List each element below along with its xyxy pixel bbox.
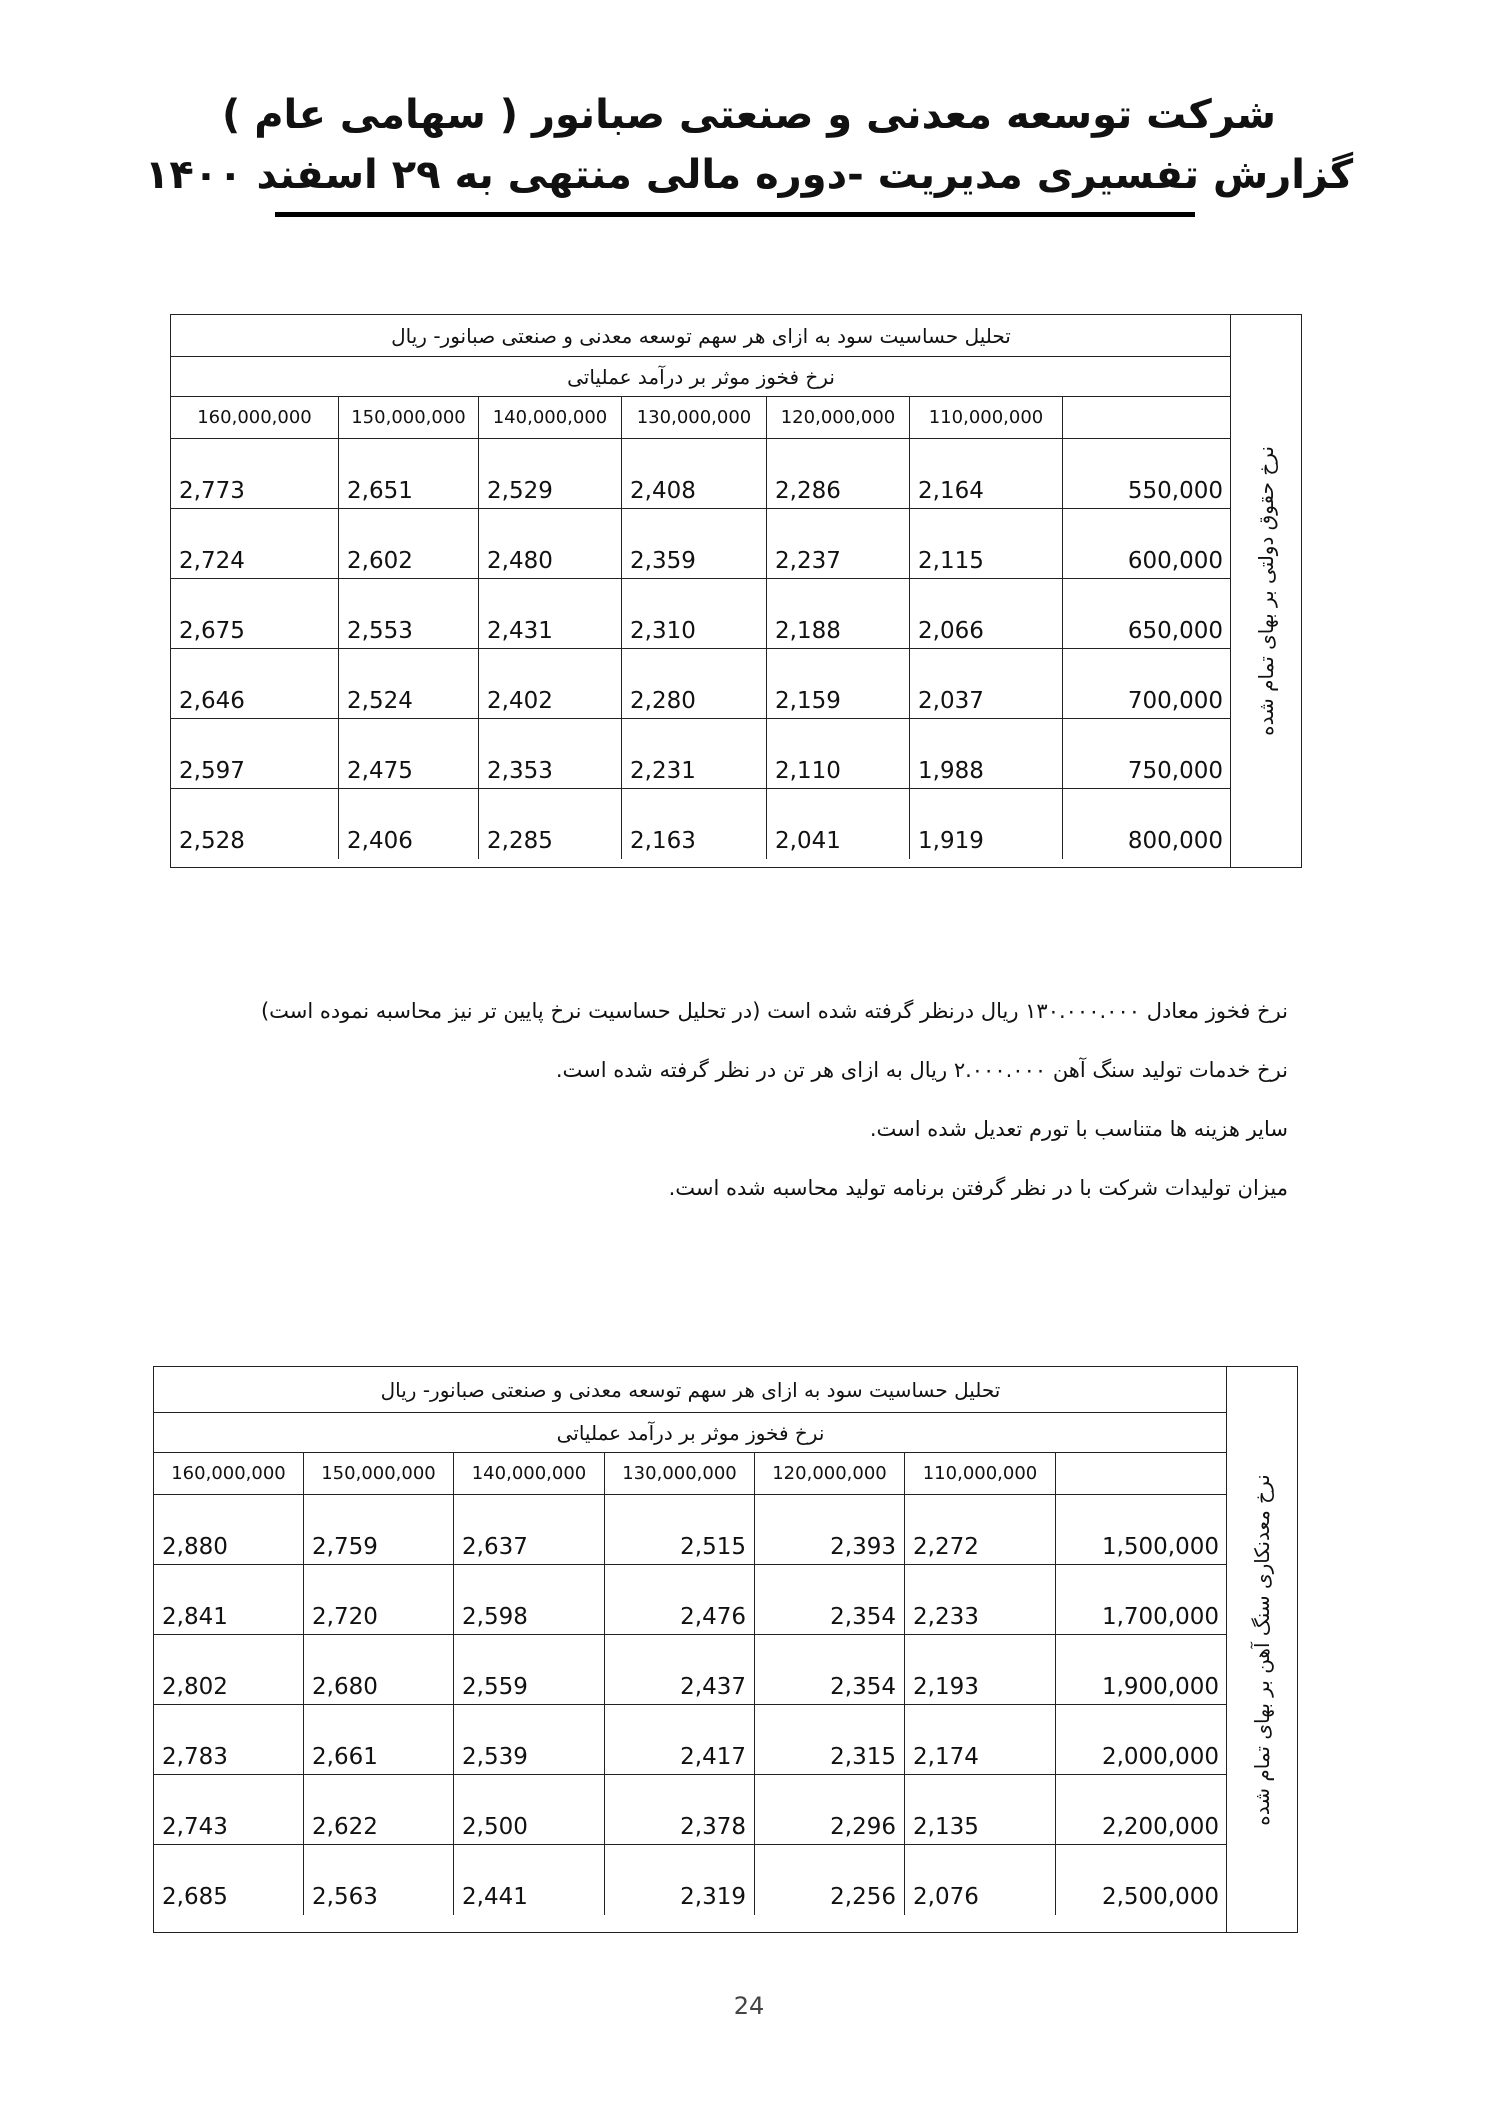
table-cell: 2,563: [304, 1845, 454, 1915]
table-row: [154, 1775, 1227, 1845]
table-cell: 2,637: [454, 1495, 605, 1565]
notes-block: [188, 994, 1288, 1230]
table-cell: 2,041: [767, 789, 910, 859]
table-cell: 2,500: [454, 1775, 605, 1845]
table-subtitle: نرخ فخوز موثر بر درآمد عملیاتی: [154, 1413, 1227, 1453]
note-item: نرخ خدمات تولید سنگ آهن ۲.۰۰۰.۰۰۰ ریال به ازای هر تن در نظر گرفته شده است.: [555, 1058, 1288, 1082]
table-cell: 2,393: [755, 1495, 905, 1565]
column-header: 120,000,000: [755, 1453, 905, 1495]
row-rate-cell: 1,700,000: [1056, 1565, 1227, 1635]
table-cell: 2,437: [605, 1635, 755, 1705]
table-cell: 2,661: [304, 1705, 454, 1775]
table-cell: 2,529: [479, 439, 622, 509]
table-cell: 2,076: [905, 1845, 1056, 1915]
column-header-row: [171, 397, 1231, 439]
row-rate-cell: 700,000: [1063, 649, 1231, 719]
row-rate-cell: 800,000: [1127, 828, 1223, 854]
column-header: [1063, 397, 1231, 439]
table-cell: 2,602: [339, 509, 479, 579]
table-cell: 1,919: [910, 789, 1063, 859]
table-cell: 2,402: [479, 649, 622, 719]
table-cell: 2,528: [171, 789, 339, 859]
table-row: [154, 1565, 1227, 1635]
table-cell: 2,720: [304, 1565, 454, 1635]
report-title: گزارش تفسیری مدیریت -دوره مالی منتهی به ۲۹ اسفند ۱۴۰۰: [144, 152, 1354, 198]
column-header-row: [154, 1453, 1227, 1495]
table-cell: 2,296: [755, 1775, 905, 1845]
table-cell: 2,135: [905, 1775, 1056, 1845]
note-item: نرخ فخوز معادل ۱۳۰.۰۰۰.۰۰۰ ریال درنظر گرفته شده است (در تحلیل حساسیت نرخ پایین تر نیز محاسبه نموده است): [260, 999, 1288, 1023]
table-cell: 2,685: [154, 1845, 304, 1915]
row-rate-cell: 1,900,000: [1056, 1635, 1227, 1705]
table-cell: 2,680: [304, 1635, 454, 1705]
table-cell: 2,319: [605, 1845, 755, 1915]
table-cell: 2,773: [171, 439, 339, 509]
table-cell: 2,651: [339, 439, 479, 509]
table-row: [154, 1495, 1227, 1565]
table-cell: 2,233: [905, 1565, 1056, 1635]
table-cell: 2,559: [454, 1635, 605, 1705]
table-cell: 2,163: [622, 789, 767, 859]
table-cell: 2,724: [171, 509, 339, 579]
table-cell: 2,743: [154, 1775, 304, 1845]
table-cell: 2,598: [454, 1565, 605, 1635]
table-cell: 2,417: [605, 1705, 755, 1775]
column-header: 140,000,000: [479, 397, 622, 439]
table-cell: 2,480: [479, 509, 622, 579]
table-cell: 2,408: [622, 439, 767, 509]
table-cell: 2,675: [171, 579, 339, 649]
sensitivity-table-mining: [153, 1366, 1298, 1933]
table-cell: 2,359: [622, 509, 767, 579]
column-header: 160,000,000: [171, 397, 339, 439]
table-row: [154, 1705, 1227, 1775]
table-cell: 2,315: [755, 1705, 905, 1775]
table-cell: 2,174: [905, 1705, 1056, 1775]
column-header: 140,000,000: [454, 1453, 605, 1495]
table-cell: 2,841: [154, 1565, 304, 1635]
table-cell: 2,539: [454, 1705, 605, 1775]
header-rule: [275, 212, 1195, 217]
table-cell: 2,524: [339, 649, 479, 719]
sensitivity-table-royalty: [170, 314, 1302, 868]
table-cell: 2,802: [154, 1635, 304, 1705]
table-row: [171, 719, 1231, 789]
table-cell: 2,441: [454, 1845, 605, 1915]
column-header: 160,000,000: [154, 1453, 304, 1495]
table-cell: 2,037: [910, 649, 1063, 719]
column-header: 110,000,000: [905, 1453, 1056, 1495]
table-cell: 2,256: [755, 1845, 905, 1915]
table-cell: 2,310: [622, 579, 767, 649]
table-cell: 2,783: [154, 1705, 304, 1775]
table-cell: 2,354: [755, 1565, 905, 1635]
column-header: 130,000,000: [605, 1453, 755, 1495]
column-header: [1056, 1453, 1227, 1495]
table-row: [171, 789, 1231, 859]
row-rate-cell: 600,000: [1063, 509, 1231, 579]
table-title: تحلیل حساسیت سود به ازای هر سهم توسعه معدنی و صنعتی صبانور- ریال: [171, 315, 1231, 357]
column-header: 110,000,000: [910, 397, 1063, 439]
note-item: میزان تولیدات شرکت با در نظر گرفتن برنامه تولید محاسبه شده است.: [668, 1176, 1288, 1200]
table-cell: 2,237: [767, 509, 910, 579]
table-cell: 2,280: [622, 649, 767, 719]
row-rate-cell: 2,500,000: [1101, 1884, 1219, 1910]
table-cell: 2,193: [905, 1635, 1056, 1705]
column-header: 130,000,000: [622, 397, 767, 439]
table-cell: 2,597: [171, 719, 339, 789]
page-number: 24: [733, 1992, 765, 2020]
row-rate-cell: 750,000: [1063, 719, 1231, 789]
table-row: [171, 649, 1231, 719]
table-cell: 2,353: [479, 719, 622, 789]
row-rate-cell: 2,200,000: [1056, 1775, 1227, 1845]
table-cell: 2,646: [171, 649, 339, 719]
table-subtitle: نرخ فخوز موثر بر درآمد عملیاتی: [171, 357, 1231, 397]
table-cell: 2,115: [910, 509, 1063, 579]
table-cell: 2,231: [622, 719, 767, 789]
table-title: تحلیل حساسیت سود به ازای هر سهم توسعه معدنی و صنعتی صبانور- ریال: [154, 1367, 1227, 1413]
table-cell: 2,354: [755, 1635, 905, 1705]
table-cell: 2,110: [767, 719, 910, 789]
table-cell: 2,286: [767, 439, 910, 509]
table-row: [171, 439, 1231, 509]
table-cell: 2,476: [605, 1565, 755, 1635]
table-row: [154, 1635, 1227, 1705]
row-rate-cell: 550,000: [1063, 439, 1231, 509]
row-rate-cell: 650,000: [1063, 579, 1231, 649]
side-label: نرخ حقوق دولتی بر بهای تمام شده: [1254, 446, 1278, 736]
table-cell: 2,378: [605, 1775, 755, 1845]
table-row: [171, 579, 1231, 649]
row-rate-cell: 1,500,000: [1056, 1495, 1227, 1565]
side-label-cell: [1226, 1367, 1297, 1932]
table-row: [171, 509, 1231, 579]
table-cell: 2,272: [905, 1495, 1056, 1565]
table-cell: 2,515: [605, 1495, 755, 1565]
table-cell: 2,759: [304, 1495, 454, 1565]
table-cell: 2,880: [154, 1495, 304, 1565]
side-label-cell: [1230, 315, 1301, 867]
table-cell: 2,285: [479, 789, 622, 859]
table-cell: 2,164: [910, 439, 1063, 509]
table-cell: 2,475: [339, 719, 479, 789]
column-header: 150,000,000: [304, 1453, 454, 1495]
company-title: شرکت توسعه معدنی و صنعتی صبانور ( سهامی عام ): [222, 92, 1276, 138]
note-item: سایر هزینه ها متناسب با تورم تعدیل شده است.: [869, 1117, 1288, 1141]
table-cell: 2,406: [339, 789, 479, 859]
table-cell: 2,553: [339, 579, 479, 649]
table-cell: 2,622: [304, 1775, 454, 1845]
table-cell: 2,431: [479, 579, 622, 649]
table-cell: 2,188: [767, 579, 910, 649]
column-header: 150,000,000: [339, 397, 479, 439]
side-label: نرخ معدنکاری سنگ آهن بر بهای تمام شده: [1250, 1473, 1274, 1826]
row-rate-cell: 2,000,000: [1056, 1705, 1227, 1775]
column-header: 120,000,000: [767, 397, 910, 439]
table-cell: 1,988: [910, 719, 1063, 789]
table-row: [154, 1845, 1227, 1915]
table-cell: 2,159: [767, 649, 910, 719]
table-cell: 2,066: [910, 579, 1063, 649]
